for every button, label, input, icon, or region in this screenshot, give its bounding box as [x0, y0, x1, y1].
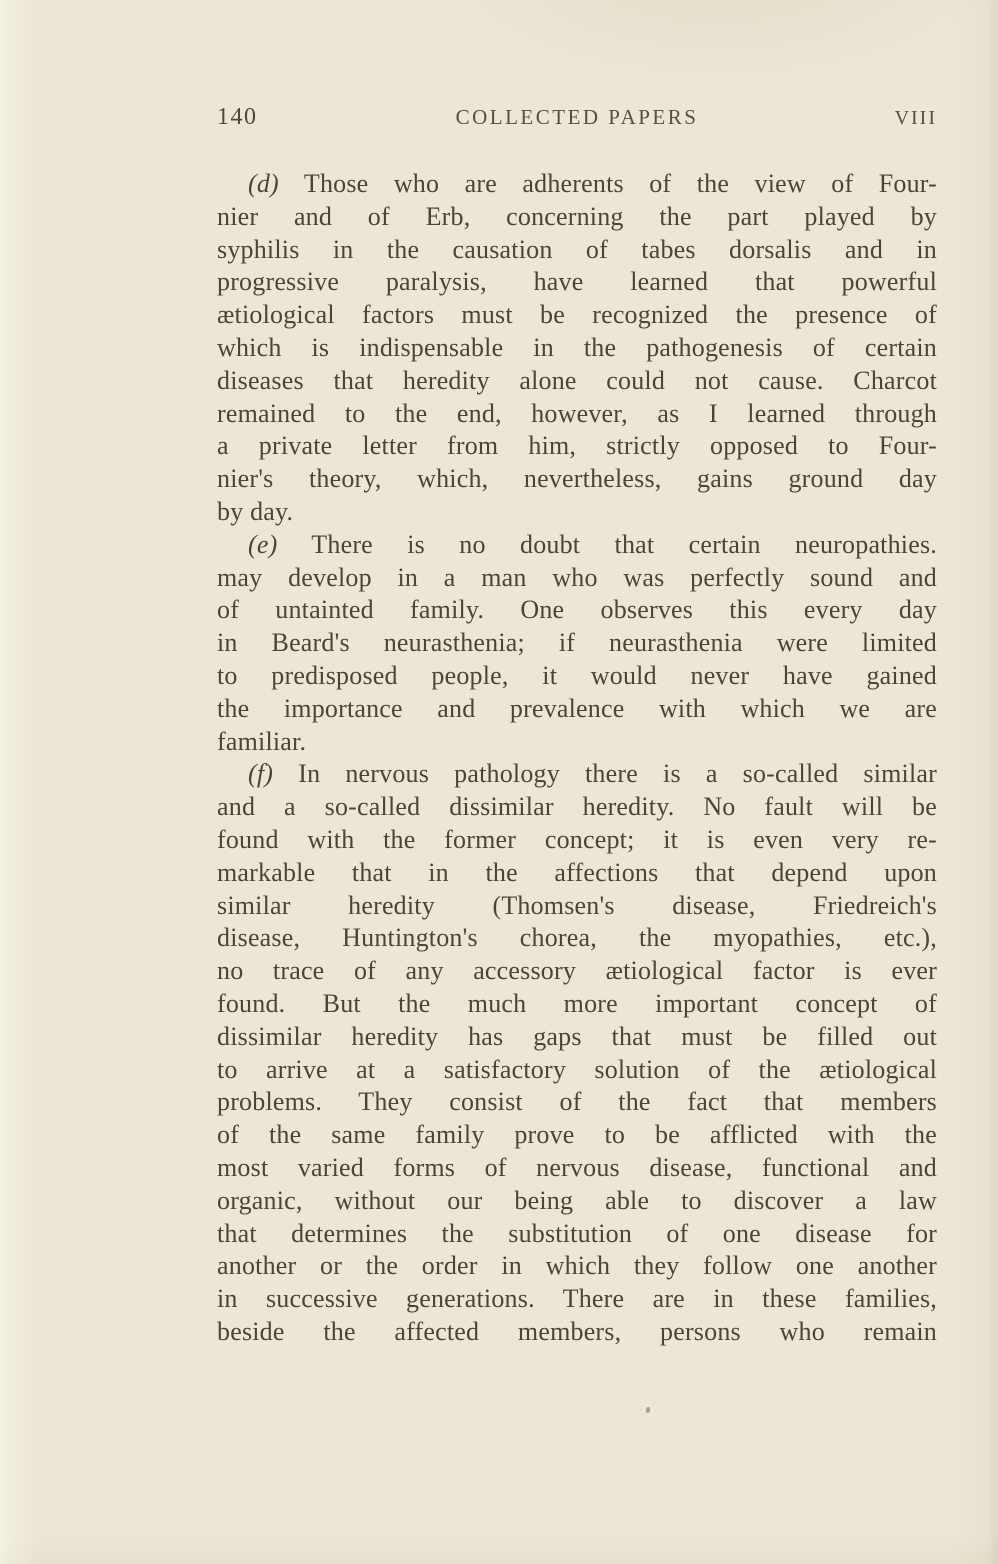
- text-line: found. But the much more important concept of: [217, 988, 937, 1018]
- text-line: (f) In nervous pathology there is a so-called similar: [248, 759, 937, 789]
- text-line: most varied forms of nervous disease, functional and: [217, 1152, 937, 1182]
- text-line: (d) Those who are adherents of the view of Four-: [248, 169, 937, 198]
- body-text: [217, 168, 937, 1349]
- text-line: a private letter from him, strictly opposed to Four-: [217, 431, 937, 461]
- running-title: COLLECTED PAPERS: [455, 105, 699, 129]
- text-line: progressive paralysis, have learned that powerful: [217, 267, 937, 297]
- text-line: to predisposed people, it would never have gained: [217, 660, 937, 690]
- text-line: in successive generations. There are in these families,: [217, 1284, 937, 1314]
- text-line: and a so-called dissimilar heredity. No fault will be: [217, 792, 937, 822]
- text-line: of the same family prove to be afflicted with the: [217, 1120, 937, 1150]
- text-line: disease, Huntington's chorea, the myopathies, etc.),: [217, 923, 937, 953]
- text-line: problems. They consist of the fact that members: [217, 1087, 937, 1117]
- text-line: to arrive at a satisfactory solution of the ætiological: [217, 1054, 937, 1084]
- text-line: another or the order in which they follow one another: [217, 1251, 937, 1281]
- text-line: similar heredity (Thomsen's disease, Friedreich's: [217, 890, 937, 920]
- paper-speck: [646, 1407, 650, 1413]
- text-line: organic, without our being able to discover a law: [217, 1185, 937, 1215]
- chapter-numeral: VIII: [894, 107, 937, 129]
- text-line: may develop in a man who was perfectly sound and: [217, 562, 937, 592]
- text-line: that determines the substitution of one disease for: [217, 1218, 937, 1248]
- text-line: familiar.: [217, 726, 307, 756]
- text-line: diseases that heredity alone could not cause. Charcot: [217, 365, 937, 395]
- paragraph-label: (e): [248, 529, 278, 559]
- paragraph-label: (d): [248, 169, 279, 198]
- text-line: of untainted family. One observes this every day: [217, 595, 937, 625]
- text-line: which is indispensable in the pathogenesis of certain: [217, 332, 937, 362]
- text-line: (e) There is no doubt that certain neuropathies.: [248, 529, 937, 559]
- text-line: by day.: [217, 496, 294, 526]
- text-line: syphilis in the causation of tabes dorsalis and in: [217, 234, 937, 264]
- paragraph-label: (f): [248, 759, 274, 789]
- text-line: in Beard's neurasthenia; if neurasthenia were limited: [217, 628, 937, 658]
- text-line: remained to the end, however, as I learned through: [217, 398, 937, 428]
- text-line: nier's theory, which, nevertheless, gains ground day: [217, 464, 937, 494]
- text-line: markable that in the affections that depend upon: [217, 857, 937, 887]
- text-line: no trace of any accessory ætiological factor is ever: [217, 956, 937, 986]
- page-number: 140: [217, 104, 258, 130]
- text-line: nier and of Erb, concerning the part played by: [217, 201, 937, 231]
- text-line: the importance and prevalence with which we are: [217, 693, 937, 723]
- text-line: found with the former concept; it is even very re-: [217, 824, 937, 854]
- running-head: [217, 104, 937, 132]
- text-line: dissimilar heredity has gaps that must be filled out: [217, 1021, 937, 1051]
- text-line: ætiological factors must be recognized the presence of: [217, 300, 937, 330]
- text-line: beside the affected members, persons who remain: [217, 1316, 937, 1346]
